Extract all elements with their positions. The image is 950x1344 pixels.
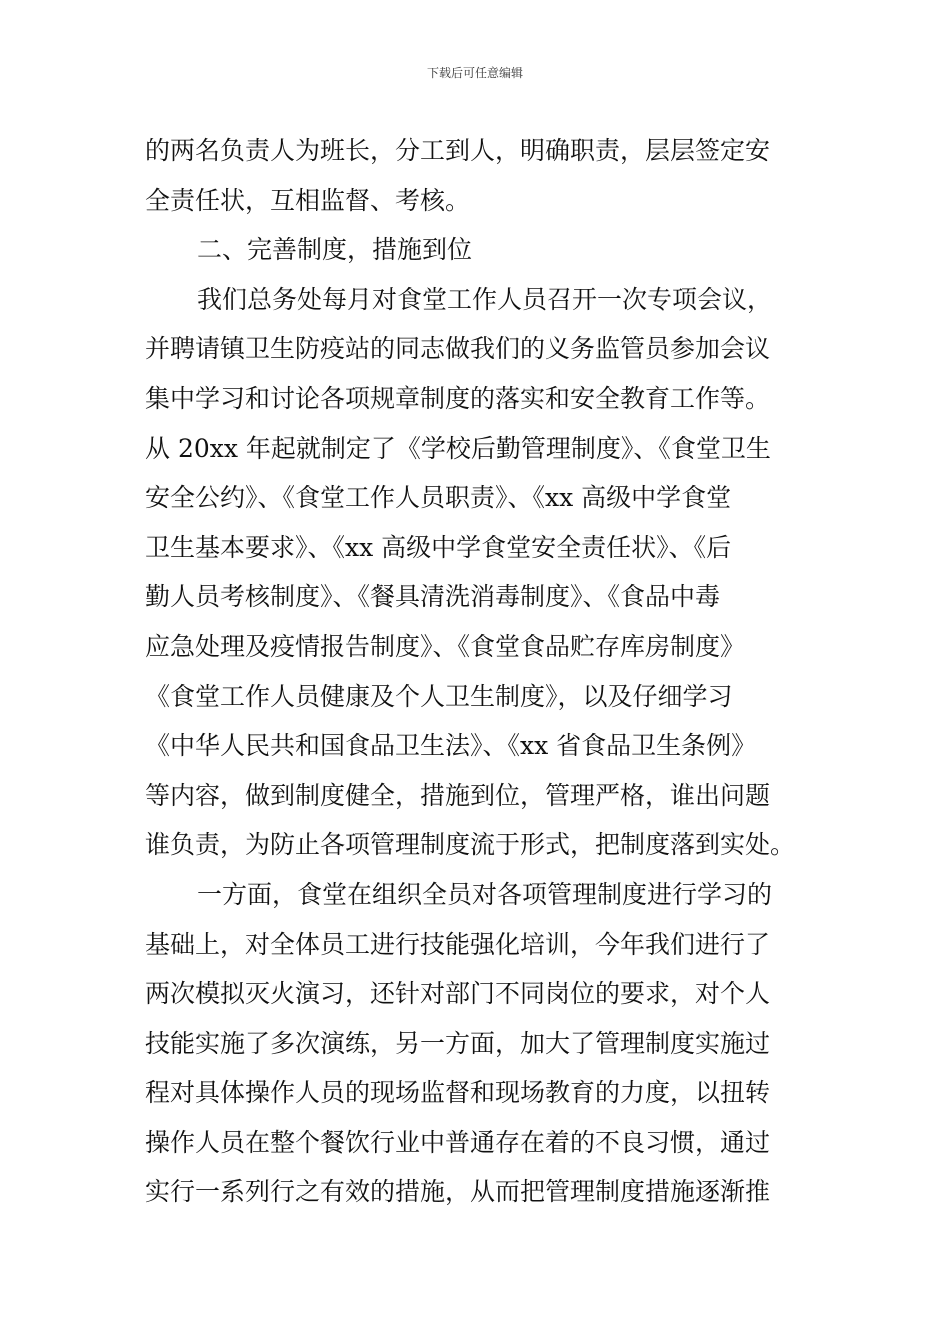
body-line: 两次模拟灭火演习，还针对部门不同岗位的要求，对个人 bbox=[145, 979, 771, 1009]
body-line: 从 20xx 年起就制定了《学校后勤管理制度》、《食堂卫生 bbox=[145, 433, 771, 463]
paragraph-start-line: 我们总务处每月对食堂工作人员召开一次专项会议， bbox=[197, 284, 773, 314]
body-line: 程对具体操作人员的现场监督和现场教育的力度，以扭转 bbox=[145, 1078, 771, 1108]
body-line: 《食堂工作人员健康及个人卫生制度》，以及仔细学习 bbox=[145, 681, 733, 711]
body-line: 并聘请镇卫生防疫站的同志做我们的义务监管员参加会议 bbox=[145, 334, 771, 364]
body-line: 安全公约》、《食堂工作人员职责》、《xx 高级中学食堂 bbox=[145, 483, 732, 513]
body-line: 技能实施了多次演练，另一方面，加大了管理制度实施过 bbox=[145, 1028, 771, 1058]
section-heading: 二、完善制度，措施到位 bbox=[197, 235, 473, 265]
body-line: 卫生基本要求》、《xx 高级中学食堂安全责任状》、《后 bbox=[145, 532, 732, 562]
body-line: 操作人员在整个餐饮行业中普通存在着的不良习惯，通过 bbox=[145, 1127, 771, 1157]
body-line: 应急处理及疫情报告制度》、《食堂食品贮存库房制度》 bbox=[145, 631, 746, 661]
body-line: 等内容，做到制度健全，措施到位，管理严格，谁出问题 bbox=[145, 780, 771, 810]
body-line: 集中学习和讨论各项规章制度的落实和安全教育工作等。 bbox=[145, 383, 771, 413]
page-header-note: 下载后可任意编辑 bbox=[426, 66, 523, 80]
body-line: 实行一系列行之有效的措施，从而把管理制度措施逐渐推 bbox=[145, 1177, 771, 1207]
body-line: 全责任状，互相监督、考核。 bbox=[145, 185, 471, 215]
document-body bbox=[145, 126, 810, 1217]
body-line: 勤人员考核制度》、《餐具清洗消毒制度》、《食品中毒 bbox=[145, 582, 721, 612]
body-line: 的两名负责人为班长，分工到人，明确职责，层层签定安 bbox=[145, 136, 771, 165]
body-line: 基础上，对全体员工进行技能强化培训，今年我们进行了 bbox=[145, 929, 771, 959]
body-line: 谁负责，为防止各项管理制度流于形式，把制度落到实处。 bbox=[145, 830, 796, 860]
body-line: 《中华人民共和国食品卫生法》、《xx 省食品卫生条例》 bbox=[145, 731, 757, 761]
paragraph-start-line: 一方面，食堂在组织全员对各项管理制度进行学习的 bbox=[197, 879, 773, 909]
